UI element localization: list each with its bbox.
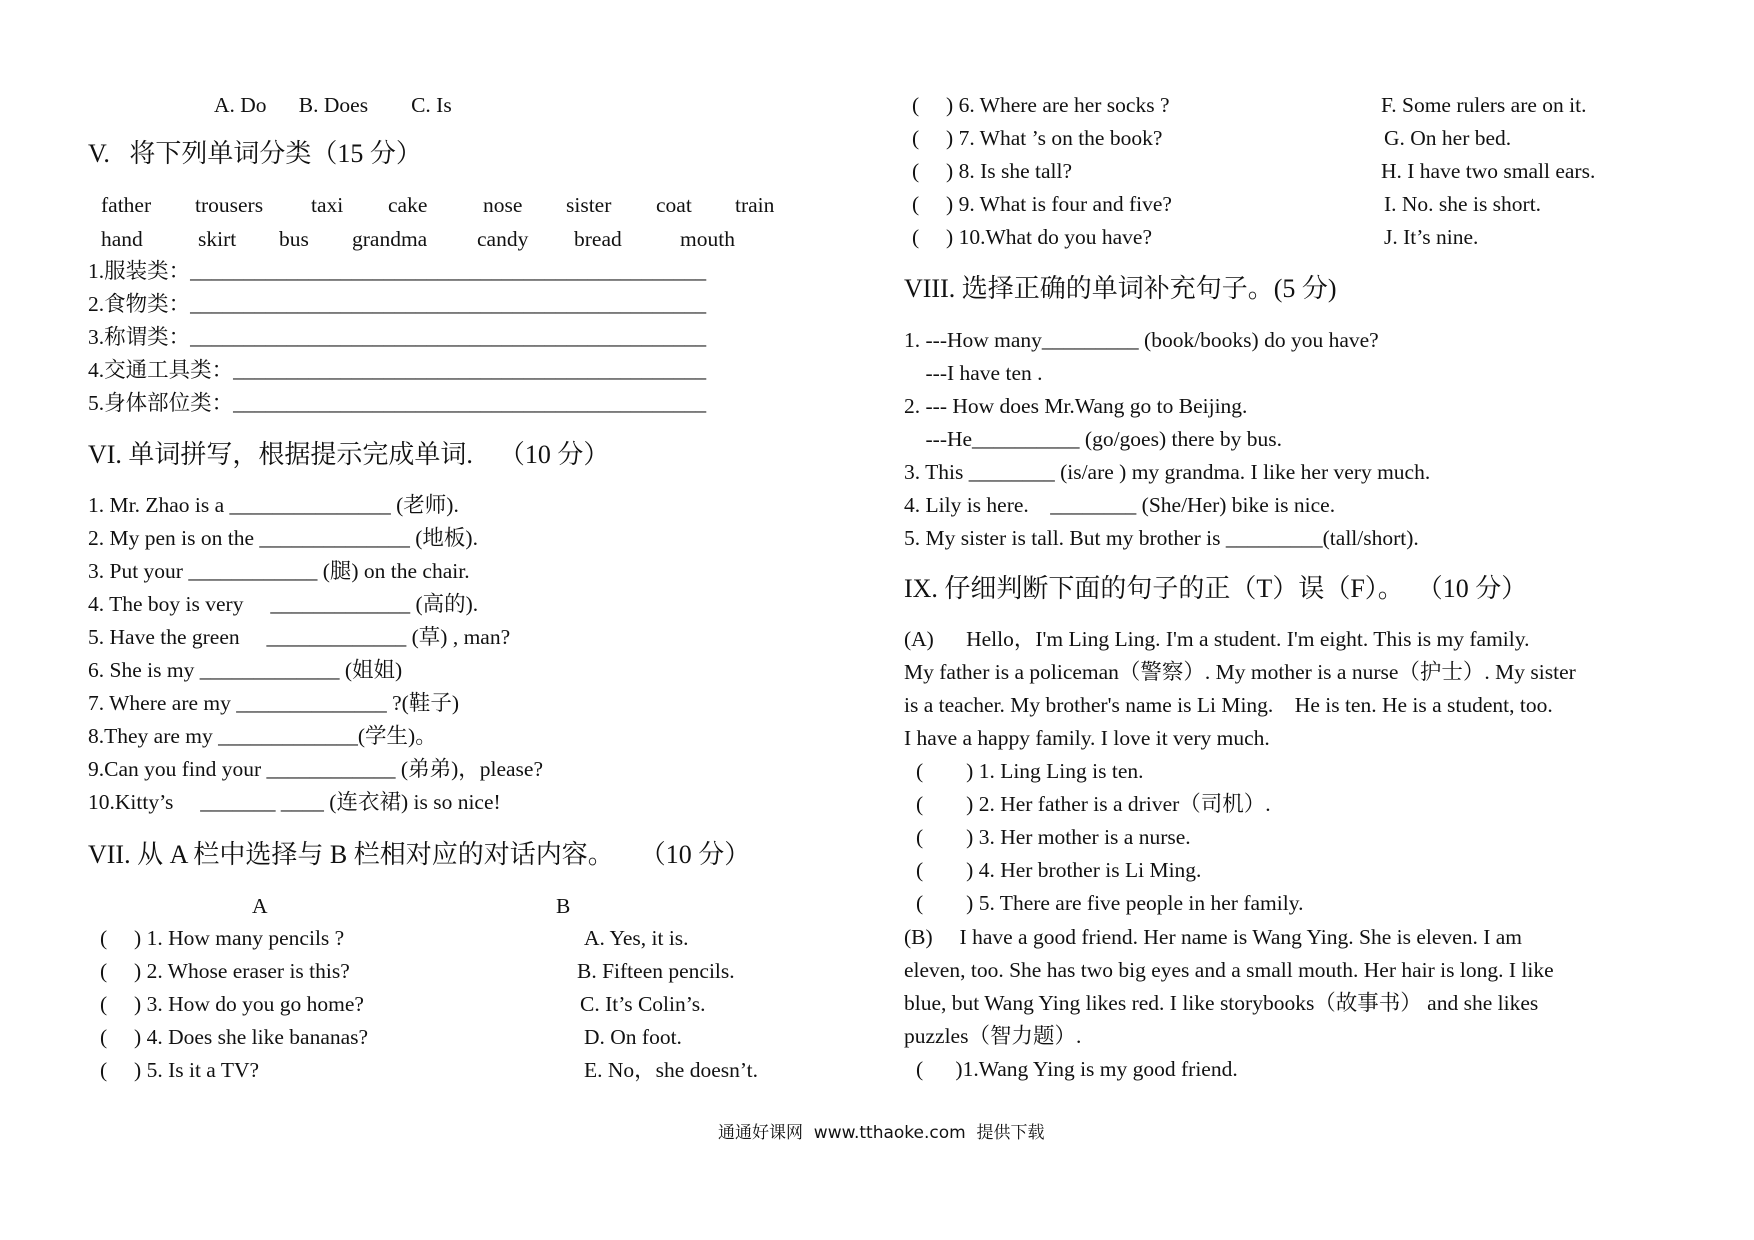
category-line: 2.食物类：________________________________________________ <box>88 292 707 316</box>
word: bread <box>574 227 622 251</box>
word: hand <box>101 227 143 251</box>
matching-answer: C. It’s Colin’s. <box>580 992 706 1016</box>
true-false-item: ( ) 2. Her father is a driver（司机）. <box>916 792 1271 816</box>
passage-line: My father is a policeman（警察）. My mother is a nurse（护士）. My sister <box>904 660 1576 684</box>
spelling-item: 3. Put your ____________ (腿) on the chair. <box>88 559 470 583</box>
true-false-item: ( ) 5. There are five people in her family. <box>916 891 1304 915</box>
passage-line: blue, but Wang Ying likes red. I like storybooks（故事书） and she likes <box>904 991 1539 1015</box>
category-line: 3.称谓类：________________________________________________ <box>88 325 707 349</box>
word: skirt <box>198 227 237 251</box>
section-6-title: VI. 单词拼写，根据提示完成单词. （10 分） <box>88 440 610 469</box>
passage-line: (B) I have a good friend. Her name is Wang Ying. She is eleven. I am <box>904 925 1523 949</box>
category-line: 5.身体部位类：____________________________________________ <box>88 391 707 415</box>
column-a-header: A <box>252 894 268 918</box>
spelling-item: 2. My pen is on the ______________ (地板). <box>88 526 478 550</box>
passage-line: (A) Hello，I'm Ling Ling. I'm a student. I'm eight. This is my family. <box>904 627 1530 651</box>
word: grandma <box>352 227 428 251</box>
matching-question: ( ) 4. Does she like bananas? <box>100 1025 369 1049</box>
word: taxi <box>311 193 344 217</box>
matching-question: ( ) 10.What do you have? <box>912 225 1153 249</box>
matching-question: ( ) 6. Where are her socks ? <box>912 93 1170 117</box>
matching-answer: H. I have two small ears. <box>1381 159 1596 183</box>
word: bus <box>279 227 309 251</box>
fill-in-line: 4. Lily is here. ________ (She/Her) bike is nice. <box>904 493 1336 517</box>
word: cake <box>388 193 428 217</box>
section-7-title: VII. 从 A 栏中选择与 B 栏相对应的对话内容。 （10 分） <box>88 840 751 869</box>
section-9-title: IX. 仔细判断下面的句子的正（T）误（F）。 （10 分） <box>904 574 1528 603</box>
matching-answer: D. On foot. <box>584 1025 682 1049</box>
matching-answer: B. Fifteen pencils. <box>577 959 735 983</box>
spelling-item: 6. She is my _____________ (姐姐) <box>88 658 403 682</box>
fill-in-line: 3. This ________ (is/are ) my grandma. I like her very much. <box>904 460 1431 484</box>
section-8-title: VIII. 选择正确的单词补充句子。(5 分) <box>904 274 1337 303</box>
word: trousers <box>195 193 264 217</box>
fill-in-line: 1. ---How many_________ (book/books) do you have? <box>904 328 1379 352</box>
passage-line: eleven, too. She has two big eyes and a small mouth. Her hair is long. I like <box>904 958 1554 982</box>
word: train <box>735 193 775 217</box>
spelling-item: 4. The boy is very _____________ (高的). <box>88 592 479 616</box>
word: nose <box>483 193 523 217</box>
section-5-title: V. 将下列单词分类（15 分） <box>88 139 422 168</box>
passage-line: is a teacher. My brother's name is Li Ming. He is ten. He is a student, too. <box>904 693 1553 717</box>
matching-question: ( ) 8. Is she tall? <box>912 159 1073 183</box>
matching-answer: A. Yes, it is. <box>584 926 689 950</box>
true-false-item: ( ) 3. Her mother is a nurse. <box>916 825 1191 849</box>
true-false-item: ( ) 4. Her brother is Li Ming. <box>916 858 1202 882</box>
spelling-item: 10.Kitty’s _______ ____ (连衣裙) is so nice! <box>88 790 501 814</box>
spelling-item: 5. Have the green _____________ (草) , man? <box>88 625 511 649</box>
matching-question: ( ) 3. How do you go home? <box>100 992 364 1016</box>
word: candy <box>477 227 529 251</box>
true-false-item: ( )1.Wang Ying is my good friend. <box>916 1057 1238 1081</box>
matching-answer: I. No. she is short. <box>1384 192 1542 216</box>
word: father <box>101 193 152 217</box>
matching-answer: F. Some rulers are on it. <box>1381 93 1587 117</box>
category-line: 4.交通工具类：____________________________________________ <box>88 358 707 382</box>
options-line: A. Do B. Does C. Is <box>214 93 452 117</box>
matching-question: ( ) 7. What ’s on the book? <box>912 126 1163 150</box>
category-line: 1.服装类：________________________________________________ <box>88 259 707 283</box>
matching-question: ( ) 1. How many pencils ? <box>100 926 345 950</box>
spelling-item: 9.Can you find your ____________ (弟弟)，please? <box>88 757 544 781</box>
matching-question: ( ) 2. Whose eraser is this? <box>100 959 350 983</box>
column-b-header: B <box>556 894 571 918</box>
footer-download-credit: 通通好课网 www.tthaoke.com 提供下载 <box>718 1123 1045 1143</box>
matching-answer: E. No，she doesn’t. <box>584 1058 758 1082</box>
matching-answer: G. On her bed. <box>1384 126 1512 150</box>
fill-in-line: 5. My sister is tall. But my brother is _________(tall/short). <box>904 526 1419 550</box>
passage-line: puzzles（智力题）. <box>904 1024 1082 1048</box>
fill-in-line: ---He__________ (go/goes) there by bus. <box>904 427 1282 451</box>
spelling-item: 1. Mr. Zhao is a _______________ (老师). <box>88 493 459 517</box>
matching-question: ( ) 9. What is four and five? <box>912 192 1172 216</box>
word: coat <box>656 193 692 217</box>
word: sister <box>566 193 612 217</box>
fill-in-line: ---I have ten . <box>904 361 1043 385</box>
spelling-item: 8.They are my _____________(学生)。 <box>88 724 437 748</box>
spelling-item: 7. Where are my ______________ ?(鞋子) <box>88 691 459 715</box>
word: mouth <box>680 227 735 251</box>
passage-line: I have a happy family. I love it very much. <box>904 726 1270 750</box>
fill-in-line: 2. --- How does Mr.Wang go to Beijing. <box>904 394 1248 418</box>
matching-answer: J. It’s nine. <box>1384 225 1479 249</box>
true-false-item: ( ) 1. Ling Ling is ten. <box>916 759 1144 783</box>
matching-question: ( ) 5. Is it a TV? <box>100 1058 260 1082</box>
